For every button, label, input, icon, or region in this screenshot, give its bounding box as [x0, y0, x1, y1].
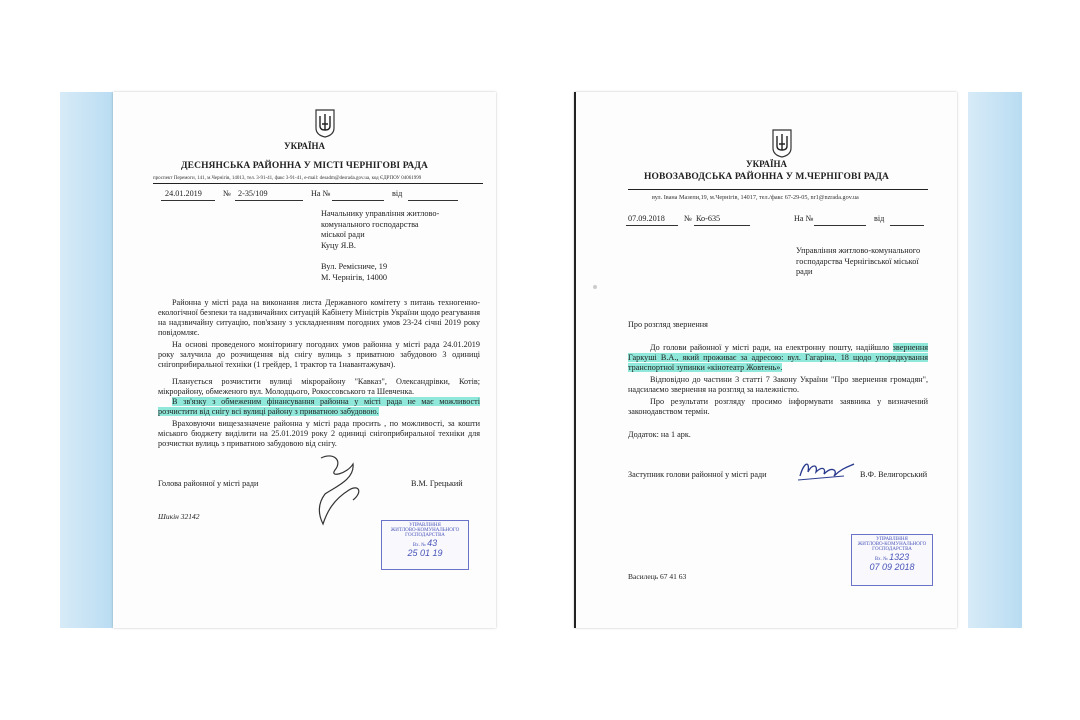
- date-underline: [161, 200, 215, 201]
- date-underline: [626, 225, 678, 226]
- stamp-line: ЖИТЛОВО-КОМУНАЛЬНОГО: [857, 542, 927, 547]
- signer-title: Заступник голови районної у місті ради: [628, 470, 767, 479]
- recipient-line: ради: [796, 267, 813, 276]
- signer-name: В.Ф. Велигорський: [860, 470, 928, 479]
- recipient-line: Куцу Я.В.: [321, 240, 356, 250]
- paragraph-2: На основі проведеного моніторингу погодних умов районна у місті рада 24.01.2019 року залучила до розчищення від снігу вулиць з приватною забудовою 3 одиниці снігоприбиральної техніки (1 грейдер, 1 трактор та 1навантажувач).: [158, 340, 480, 369]
- letter-date: 07.09.2018: [628, 214, 665, 223]
- stamp-line: ГОСПОДАРСТВА: [872, 547, 912, 552]
- highlighted-paragraph: [158, 397, 480, 417]
- org-name: ДЕСНЯНСЬКА РАЙОННА У МІСТІ ЧЕРНІГОВІ РАДА: [181, 161, 428, 171]
- letter-number: 2-35/109: [238, 189, 268, 198]
- org-name: НОВОЗАВОДСЬКА РАЙОННА У М.ЧЕРНІГОВІ РАДА: [643, 172, 889, 182]
- recipient-line: міської ради: [321, 230, 365, 239]
- subject-line: Про розгляд звернення: [628, 320, 708, 329]
- recipient-address: [321, 262, 387, 283]
- letter-number: Ко-635: [696, 214, 721, 223]
- highlight-text: звернення Гаркуші В.А., який проживає за адресою: вул. Гагаріна, 18 щодо упорядкування транспортної зупинки «кінотеатр Жовтень».: [628, 343, 928, 372]
- attachment-note: Додаток: на 1 арк.: [628, 430, 691, 439]
- paragraph-1-text: До голови районної у місті ради, на електронну пошту, надійшло: [650, 343, 890, 352]
- background-band-left: [60, 92, 114, 628]
- highlight-text: В зв'язку з обмеженим фінансування районна у місті рада не має можливості розчистити від снігу всі вулиці району з приватною забудовою.: [158, 397, 480, 416]
- letter-desnianska: [113, 92, 496, 628]
- stamp-line: УПРАВЛІННЯ: [409, 523, 441, 528]
- signature-mark: [794, 454, 858, 484]
- header-rule: [153, 183, 483, 184]
- header-rule: [628, 189, 928, 190]
- stamp-date: 07 09 2018: [869, 562, 915, 572]
- number-underline: [235, 200, 303, 201]
- country-name: УКРАЇНА: [284, 141, 325, 151]
- paragraph-3-text: Планується розчистити вулиці мікрорайону "Кавказ", Олександрівки, Котів; мікрорайону, обмеженого вул. Молодцього, Рокоссовського та Шевченка.: [158, 377, 480, 396]
- ref-underline: [814, 225, 866, 226]
- registration-stamp: [381, 520, 469, 570]
- stamp-line: УПРАВЛІННЯ: [876, 537, 908, 542]
- org-address: проспект Перемоги, 141, м.Чернігів, 14013, тел. 3-91-41, факс 3-91-41, e-mail: desadm@desrada.gov.ua, код ЄДРПОУ 04061999: [153, 176, 422, 181]
- from-label: від: [874, 214, 885, 223]
- recipient-address-line: Вул. Ремісниче, 19: [321, 262, 388, 271]
- punch-hole: [593, 285, 597, 289]
- ref-underline: [332, 200, 384, 201]
- recipient-block: [796, 246, 920, 278]
- executor: Шикін 32142: [158, 512, 200, 521]
- signer-title: Голова районної у місті ради: [158, 479, 259, 488]
- from-underline: [890, 225, 924, 226]
- number-label: №: [223, 189, 231, 198]
- ref-label: На №: [311, 189, 331, 198]
- executor: Василець 67 41 63: [628, 572, 687, 581]
- letter-date: 24.01.2019: [165, 189, 202, 198]
- ref-label: На №: [794, 214, 814, 223]
- stamp-line: ГОСПОДАРСТВА: [405, 533, 445, 538]
- signer-name: В.М. Грецький: [411, 479, 463, 488]
- from-underline: [408, 200, 458, 201]
- recipient-line: Начальнику управління житлово-: [321, 209, 440, 218]
- number-label: №: [684, 214, 692, 223]
- stamp-reg-label: Вх. №: [874, 557, 888, 562]
- stamp-reg-number: 43: [427, 538, 438, 548]
- country-name: УКРАЇНА: [746, 159, 787, 169]
- background-band-right: [968, 92, 1022, 628]
- registration-stamp: [851, 534, 933, 586]
- letter-novozavodska: [574, 92, 957, 628]
- stamp-reg-label: Вх. №: [412, 543, 426, 548]
- stamp-line: ЖИТЛОВО-КОМУНАЛЬНОГО: [390, 528, 460, 533]
- recipient-line: комунального господарства: [321, 219, 419, 229]
- signature-mark: [303, 450, 373, 530]
- paragraph-3: Про результати розгляду просимо інформувати заявника у визначений законодавством термін.: [628, 397, 928, 416]
- trident-emblem-icon: [314, 108, 336, 138]
- recipient-line: господарства Чернігівської міської: [796, 256, 919, 266]
- stamp-reg-number: 1323: [889, 552, 910, 562]
- org-address: вул. Івана Мазепи,19, м.Чернігів, 14017, тел./факс 67-29-05, nr1@nzrada.gov.ua: [652, 194, 859, 201]
- trident-emblem-icon: [771, 128, 793, 158]
- recipient-address-line: М. Чернігів, 14000: [321, 272, 388, 282]
- paragraph-closing: Враховуючи вищезазначене районна у місті рада просить , по можливості, за кошти міського бюджету виділити на 25.01.2019 року 2 одиниці снігоприбиральної техніки для розчистки вулиць з приватною забудовою від снігу.: [158, 419, 480, 448]
- recipient-block: [321, 209, 439, 251]
- from-label: від: [392, 189, 403, 198]
- paragraph-1: Районна у місті рада на виконання листа Державного комітету з питань техногенно-екологічної безпеки та надзвичайних ситуацій Кабінету Міністрів України щодо реагування на надзвичайну ситуацію, пов'язану з ускладненням погодних умов 23-24 січні 2019 року повідомляє.: [158, 298, 480, 337]
- number-underline: [694, 225, 750, 226]
- stamp-date: 25 01 19: [407, 548, 443, 558]
- paragraph-1: [628, 343, 928, 373]
- paragraph-2: Відповідно до частини 3 статті 7 Закону України "Про звернення громадян", надсилаємо звернення на розгляд за належністю.: [628, 375, 928, 394]
- paragraph-3: [158, 377, 480, 397]
- recipient-line: Управління житлово-комунального: [796, 246, 921, 255]
